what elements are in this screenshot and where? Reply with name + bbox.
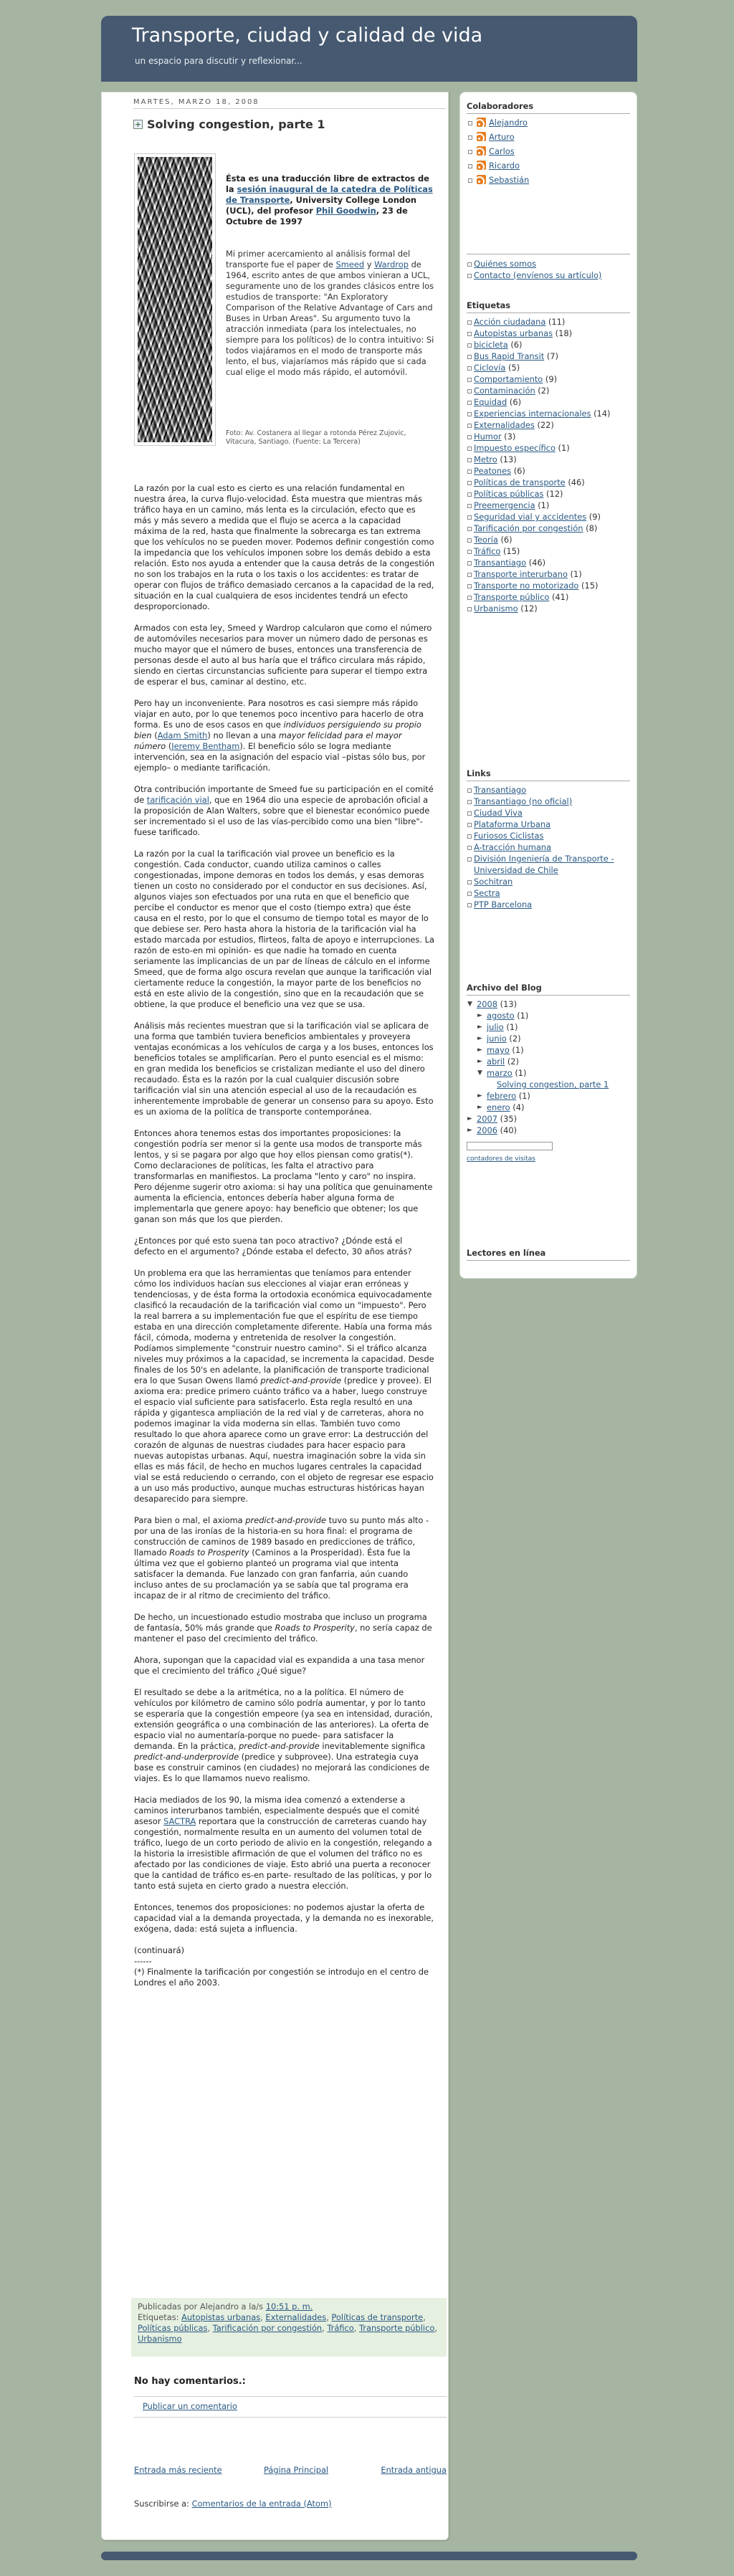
label-item xyxy=(467,500,630,511)
label-count: (15) xyxy=(502,546,520,556)
label-link[interactable]: Transporte público xyxy=(474,592,550,602)
label-link[interactable]: Peatones xyxy=(474,466,512,476)
post-label-link[interactable]: Externalidades xyxy=(265,2312,327,2322)
external-link[interactable]: División Ingeniería de Transporte - Universidad de Chile xyxy=(474,854,614,875)
triangle-right-icon[interactable]: ► xyxy=(477,1104,482,1111)
archive-month-item: ► abril (2) xyxy=(477,1056,519,1067)
archive-month-enero: ► enero (4) xyxy=(477,1102,525,1112)
archive-month-link[interactable]: mayo xyxy=(487,1045,510,1055)
collaborator-link[interactable]: Ricardo xyxy=(489,161,520,171)
label-count: (6) xyxy=(500,535,513,545)
label-link[interactable]: Equidad xyxy=(474,397,507,407)
archive-month-link[interactable]: febrero xyxy=(487,1091,517,1101)
label-link[interactable]: Políticas públicas xyxy=(474,489,544,499)
archive-title: Archivo del Blog xyxy=(467,983,630,996)
label-count: (1) xyxy=(538,500,550,510)
blogger-profile-icon xyxy=(477,161,486,170)
online-readers-box xyxy=(467,1248,630,1264)
expand-icon[interactable]: + xyxy=(134,120,142,129)
archive-month-marzo: ▼ marzo (1) Solving congestion, parte 1 xyxy=(477,1067,630,1090)
post-paragraph: Para bien o mal, el axioma predict-and-provide tuvo su punto más alto -por una de las ironías de la historia-en su hora final: el programa de construcción de caminos de 1989 basado en predicciones de tráfico, llamado Roads to Prosperity (Caminos a la Prosperidad). Ésta fue la última vez que el gobierno planteó un programa vial que intenta satisfacer la demanda. Fue lanzado con gran fanfarria, aún cuando incluso antes de su proclamación ya se sabía que tal programa era incapaz de ir al ritmo de crecimiento del tráfico. xyxy=(134,1515,429,1601)
label-link[interactable]: Preemergencia xyxy=(474,500,535,510)
label-count: (6) xyxy=(510,340,523,350)
label-count: (2) xyxy=(538,386,550,396)
counter-link[interactable]: contadores de visitas xyxy=(467,1155,535,1163)
label-link[interactable]: Autopistas urbanas xyxy=(474,328,553,338)
post-label-link[interactable]: Tarificación por congestión xyxy=(212,2323,323,2333)
atom-feed-link[interactable]: Comentarios de la entrada (Atom) xyxy=(191,2499,332,2509)
label-count: (1) xyxy=(570,569,582,579)
about-item xyxy=(467,258,630,269)
label-link[interactable]: Comportamiento xyxy=(474,374,543,384)
label-count: (15) xyxy=(581,581,599,591)
label-link[interactable]: Transantiago xyxy=(474,558,527,568)
footer-bar xyxy=(101,2552,637,2560)
blog-header xyxy=(101,16,637,82)
archive-year-link[interactable]: 2006 xyxy=(477,1125,497,1135)
collaborators-title: Colaboradores xyxy=(467,101,630,114)
label-count: (41) xyxy=(551,592,569,602)
triangle-right-icon[interactable]: ► xyxy=(477,1092,482,1099)
blog-description: un espacio para discutir y reflexionar... xyxy=(135,56,302,66)
external-link[interactable]: Furiosos Ciclistas xyxy=(474,831,544,841)
label-link[interactable]: Políticas de transporte xyxy=(474,477,566,487)
triangle-right-icon[interactable]: ► xyxy=(467,1115,472,1122)
label-count: (12) xyxy=(546,489,563,499)
label-link[interactable]: Urbanismo xyxy=(474,604,518,614)
archive-year-link[interactable]: 2008 xyxy=(477,999,497,1009)
archive-post-item xyxy=(487,1079,630,1090)
label-link[interactable]: Metro xyxy=(474,454,497,464)
label-link[interactable]: Contaminación xyxy=(474,386,535,396)
label-item xyxy=(467,568,630,580)
label-item xyxy=(467,362,630,373)
comments-heading: No hay comentarios.: xyxy=(134,2376,246,2387)
post-paragraph: El resultado se debe a la aritmética, no a la política. El número de vehículos por kilómetro de camino sólo podría aumentar, y por lo tanto se esperaría que la congestión empeore (ya sea en intensidad, duración, extensión geográfica o una combinación de las anteriores). La oferta de espacio vial no aumentaría-porque no puede- para satisfacer la demanda. En la práctica, predict-and-provide inevitablemente significa predict-and-underprovide (predice y subprovee). Una estrategia cuya base es construir caminos (en ciudades) no mejorará las condiciones de viajes. Es lo que llamamos nuevo realismo. xyxy=(134,1687,433,1783)
external-link-item xyxy=(467,887,630,899)
post-labels: Etiquetas: Autopistas urbanas, Externalidades, Políticas de transporte, Políticas públicas, Tarificación por congestión, Tráfico, Transporte público, Urbanismo xyxy=(138,2312,437,2344)
label-item xyxy=(467,557,630,568)
post-label-link[interactable]: Transporte público xyxy=(359,2323,435,2333)
label-item xyxy=(467,477,630,488)
blog-title[interactable]: Transporte, ciudad y calidad de vida xyxy=(132,24,483,47)
collaborator-link[interactable]: Alejandro xyxy=(489,118,528,128)
label-count: (22) xyxy=(537,420,554,430)
archive-month-item: ► junio (2) xyxy=(477,1034,521,1044)
archive-month-link[interactable]: abril xyxy=(487,1056,505,1067)
blogger-profile-icon xyxy=(477,175,486,184)
label-link[interactable]: Transporte no motorizado xyxy=(474,581,579,591)
post-label-link[interactable]: Políticas de transporte xyxy=(331,2312,424,2322)
label-count: (1) xyxy=(558,443,570,453)
post-paragraph: Ahora, supongan que la capacidad vial es expandida a una tasa menor que el crecimiento del tráfico ¿Qué sigue? xyxy=(134,1655,425,1676)
road-pricing-link[interactable]: tarificación vial xyxy=(146,795,209,805)
post-paragraph: Análisis más recientes muestran que si la tarificación vial se aplicara de una forma que también tuviera beneficios ambientales y proveyera ventajas económicas a los vehículos de carga y a los buses, entonces los beneficios totales se amplificarían. Pero el punto esencial es el mismo: en gran medida los beneficios se cristalizan mediante el uso del dinero recaudado. Ésta es la razón por la cual cualquier discusión sobre tarificación vial sin una atención especial al uso de la recaudación es inherentemente improbable de generar un consenso para su apoyo. Esto es un axioma de la política de transporte contemporánea. xyxy=(134,1021,434,1117)
post-paragraph: Entonces ahora tenemos estas dos importantes proposiciones: la congestión podría ser menor si la gente usa modos de transporte más lentos, y si se pagara por algo que hoy ellos piensan como gratis(*). Como declaraciones de políticas, les falta el atractivo para transformarlas en manifiestos. La proclama "lento y caro" no inspira. Pero déjenme sugerir otro axioma: si hay una política que genuinamente aumenta la eficiencia, entonces debería haber alguna forma de implementarla que genere apoyo: hay beneficio que obtener; los que ganan son más que los que pierden. xyxy=(134,1128,433,1224)
external-link[interactable]: PTP Barcelona xyxy=(474,900,533,910)
label-count: (5) xyxy=(508,363,520,373)
triangle-down-icon[interactable]: ▼ xyxy=(467,1001,472,1008)
wardrop-link[interactable]: Wardrop xyxy=(374,259,409,269)
archive-month-item: ► agosto (1) xyxy=(477,1011,529,1021)
triangle-right-icon[interactable]: ► xyxy=(477,1012,482,1019)
external-link[interactable]: Plataforma Urbana xyxy=(474,819,551,829)
triangle-right-icon[interactable]: ► xyxy=(477,1058,482,1065)
archive-month-link[interactable]: julio xyxy=(487,1022,504,1032)
label-count: (9) xyxy=(545,374,558,384)
archive-month-item: ► julio (1) xyxy=(477,1022,518,1032)
label-item xyxy=(467,580,630,591)
label-link[interactable]: Ciclovía xyxy=(474,363,506,373)
archive-month-link[interactable]: enero xyxy=(487,1102,510,1112)
label-item xyxy=(467,511,630,523)
label-link[interactable]: Acción ciudadana xyxy=(474,317,546,327)
post-label-link[interactable]: Autopistas urbanas xyxy=(181,2312,261,2322)
links-box xyxy=(467,768,630,910)
post-paragraph: ¿Entonces por qué esto suena tan poco atractivo? ¿Dónde está el defecto en el argumento? ¿Dónde estaba el defecto, 30 años atrás? xyxy=(134,1236,412,1256)
post-comment-link[interactable]: Publicar un comentario xyxy=(143,2401,237,2411)
archive-month-link[interactable]: junio xyxy=(487,1034,507,1044)
external-link[interactable]: Transantiago xyxy=(474,785,527,795)
older-post-link[interactable]: Entrada antigua xyxy=(381,2465,447,2475)
photo-caption: Foto: Av. Costanera al llegar a rotonda Pérez Zujovic, Vitacura, Santiago. (Fuente: La Tercera) xyxy=(226,429,406,446)
label-item xyxy=(467,603,630,614)
collaborator-item xyxy=(467,146,630,157)
label-item xyxy=(467,442,630,454)
post-paragraph: La razón por la cual esto es cierto es una relación fundamental en nuestra área, la curva flujo-velocidad. Ésta muestra que mientras más tráfico haya en un camino, más lenta es la circulación, efecto que es más y más severo a medida que el flujo se acerca a la capacidad máxima de la red, hasta que finalmente la sobrecarga es tan extrema que los vehículos no se pueden mover. Podemos definir congestión como la impedancia que los vehículos imponen sobre los demás debido a esta relación. Esto nos ayuda a entender que la causa detrás de la congestión no son los trabajos en la ruta o los taxis o los accidentes: es tratar de operar con flujos de tráfico demasiado cercanos a la capacidad de la red, situación en la cual cualquiera de esos incidentes tendrá un efecto desproporcionado. xyxy=(134,483,435,611)
label-item xyxy=(467,328,630,339)
label-link[interactable]: Transporte interurbano xyxy=(474,569,568,579)
label-item xyxy=(467,465,630,477)
label-count: (9) xyxy=(588,512,601,522)
label-item xyxy=(467,419,630,431)
labels-box xyxy=(467,300,630,614)
label-item xyxy=(467,316,630,328)
post-paragraph: Entonces, tenemos dos proposiciones: no podemos ajustar la oferta de capacidad vial a la demanda proyectada, y la demanda no es inexorable, exógena, dada: está sujeta a influencia. xyxy=(134,1902,434,1934)
label-link[interactable]: Seguridad vial y accidentes xyxy=(474,512,587,522)
smeed-link[interactable]: Smeed xyxy=(335,259,365,269)
label-link[interactable]: Humor xyxy=(474,431,502,442)
post-continues: (continuará) ------ (*) Finalmente la tarificación por congestión se introdujo en el centro de Londres el año 2003. xyxy=(134,1945,429,1988)
collaborator-item xyxy=(467,117,630,128)
post-permalink[interactable]: 10:51 p. m. xyxy=(265,2301,313,2312)
label-count: (12) xyxy=(520,604,538,614)
label-item xyxy=(467,591,630,603)
archive-month-item: ► mayo (1) xyxy=(477,1045,524,1055)
triangle-right-icon[interactable]: ► xyxy=(467,1127,472,1134)
label-item xyxy=(467,454,630,465)
triangle-right-icon[interactable]: ► xyxy=(477,1024,482,1031)
about-link[interactable]: Quiénes somos xyxy=(474,259,537,269)
post-photo xyxy=(134,153,216,446)
archive-year-2008: ▼ 2008 (13) ► agosto (1) ► julio (1) ► junio (2) ► mayo (1) ► abril (2) ▼ marzo (1) Solving congestion, parte 1 ► febrero (1) ► enero (4) xyxy=(467,998,630,1113)
lecture-link[interactable]: sesión inaugural de la catedra de Políticas de Transporte xyxy=(226,184,433,205)
external-link[interactable]: Sochitran xyxy=(474,877,513,887)
external-link[interactable]: Transantiago (no oficial) xyxy=(474,796,573,806)
post-paragraph: Otra contribución importante de Smeed fue su participación en el comité de tarificación vial, que en 1964 dio una especie de aprobación oficial a la proposición de Alan Walters, sobre que el bienestar económico puede ser incrementado si el uso de las vías-percibido como una bien "libre"-fuese tarificado. xyxy=(134,784,434,837)
archive-box xyxy=(467,983,630,1163)
author-link[interactable]: Phil Goodwin xyxy=(315,206,376,216)
triangle-down-icon[interactable]: ▼ xyxy=(477,1069,482,1077)
traffic-photo-image xyxy=(138,157,212,442)
label-count: (46) xyxy=(528,558,546,568)
label-count: (3) xyxy=(504,431,516,442)
archive-year-2007: ► 2007 (35) xyxy=(467,1114,518,1124)
sidebar xyxy=(459,92,637,1279)
external-link-item xyxy=(467,853,630,876)
external-link[interactable]: A-tracción humana xyxy=(474,842,551,852)
label-count: (7) xyxy=(546,351,558,361)
post-body xyxy=(134,483,435,1988)
external-link-item xyxy=(467,841,630,853)
post-footer: Publicadas por Alejandro a la/s 10:51 p. m. Etiquetas: Autopistas urbanas, Externalidades, Políticas de transporte, Políticas públicas, Tarificación por congestión, Tráfico, Transporte público, Urbanismo xyxy=(131,2298,447,2357)
external-link-item xyxy=(467,876,630,887)
collaborator-link[interactable]: Arturo xyxy=(489,132,515,142)
post-paragraph: Armados con esta ley, Smeed y Wardrop calcularon que como el número de automóviles necesarios para mover un número dado de personas es mucho mayor que el número de buses, entonces una transferencia de personas desde el auto al bus haría que el tráfico circulara más rápido, siendo en ciertas circunstancias suficiente para superar el tiempo extra de esperar el bus, caminar al destino, etc. xyxy=(134,623,432,687)
label-count: (6) xyxy=(509,397,522,407)
label-item xyxy=(467,488,630,500)
label-item xyxy=(467,373,630,385)
sactra-link[interactable]: SACTRA xyxy=(163,1816,196,1826)
post-paragraph-first: Mi primer acercamiento al análisis formal del transporte fue el paper de Smeed y Wardrop de 1964, escrito antes de que ambos vinieran a UCL, seguramente uno de los grandes clásicos entre los estudios de transporte: "An Exploratory Comparison of the Relative Advantage of Cars and Buses in Urban Areas". Su argumento tuvo la atracción inmediata (para los intelectuales, no siempre para los políticos) de lo contra intuitivo: Si todos viajáramos en el modo de transporte más lento, el bus, viajaríamos más rápido que si cada cual elige el modo más rápido, el automóvil. xyxy=(226,249,434,377)
post-label-link[interactable]: Urbanismo xyxy=(138,2334,182,2344)
triangle-right-icon[interactable]: ► xyxy=(477,1046,482,1054)
online-readers-title: Lectores en línea xyxy=(467,1248,630,1261)
visit-counter[interactable] xyxy=(467,1142,553,1150)
collaborator-link[interactable]: Carlos xyxy=(489,146,515,156)
labels-title: Etiquetas xyxy=(467,300,630,313)
archive-month-link[interactable]: marzo xyxy=(487,1068,513,1078)
about-item xyxy=(467,269,630,281)
collaborator-link[interactable]: Sebastián xyxy=(489,175,530,185)
label-count: (6) xyxy=(513,466,525,476)
collaborators-box xyxy=(467,101,630,189)
collaborator-item xyxy=(467,174,630,186)
external-link-item xyxy=(467,819,630,830)
post-paragraph: Un problema era que las herramientas que teníamos para entender cómo los individuos hacían sus elecciones al viajar eran erróneas y tendenciosas, y de ésta forma la ortodoxia económica equivocadamente clasificó la recaudación de la tarificación vial como un "impuesto". Pero la real barrera a su implementación fue que el espíritu de ese tiempo estaba en una dirección completamente diferente. Había una forma más fácil, cómoda, moderna y entretenida de resolver la congestión. Podíamos simplemente "construir nuestro camino". Si el tráfico alcanza niveles muy próximos a la capacidad, se incrementa la capacidad. Desde finales de los 50's en adelante, la planificación de transporte tradicional era lo que Susan Owens llamó predict-and-provide (predice y provee). El axioma era: predice primero cuánto tráfico va a haber, luego construye el espacio vial suficiente para satisfacerlo. Esta regla resultó en una rápida y gigantesca ampliación de la red vial y de carreteras, ahora no podemos imaginar la vida moderna sin ellas. También tuvo como resultado lo que ahora aparece como un grave error: La destrucción del corazón de algunas de nuestras ciudades para hacer espacio para nuevas autopistas urbanas. Aquí, nuestra imaginación sobre la vida sin ellas es más fácil, de hecho en muchos lugares centrales la capacidad vial se está reduciendo o cerrando, con el objeto de regresar ese espacio a un uso más productivo, aunque muchas estructuras históricas hayan desaparecido para siempre. xyxy=(134,1268,434,1504)
triangle-right-icon[interactable]: ► xyxy=(477,1035,482,1042)
post-intro: Ésta es una traducción libre de extractos de la sesión inaugural de la catedra de Políticas de Transporte, University College London (UCL), del profesor Phil Goodwin, 23 de Octubre de 1997 xyxy=(226,173,433,226)
post-label-link[interactable]: Políticas públicas xyxy=(138,2323,208,2333)
contact-link[interactable]: Contacto (envíenos su artículo) xyxy=(474,270,602,280)
label-item xyxy=(467,385,630,396)
newer-post-link[interactable]: Entrada más reciente xyxy=(134,2465,222,2475)
archive-month-link[interactable]: agosto xyxy=(487,1011,515,1021)
external-link-item xyxy=(467,830,630,841)
comment-area xyxy=(134,2396,447,2418)
label-item xyxy=(467,545,630,557)
external-link-item xyxy=(467,784,630,796)
label-count: (46) xyxy=(568,477,585,487)
label-count: (14) xyxy=(594,409,611,419)
bentham-link[interactable]: Jeremy Bentham xyxy=(171,741,240,751)
blogger-profile-icon xyxy=(477,132,486,141)
post-paragraph: La razón por la cual la tarificación vial provee un beneficio es la congestión. Cada conductor, cuando utiliza caminos o calles congestionadas, impone demoras en todos los demás, y esas demoras tienen un costo no considerado por el conductor en sus decisiones. Así, algunos viajes son efectuados por una ruta en que el beneficio que percibe el conductor es menor que el costo (tiempo extra) que éste causa en el resto, por lo que el consumo de tiempo total es mayor de lo que debiese ser. Pero hasta ahora la historia de la tarificación vial ha estado marcada por estudios, flirteos, falta de apoyo e interrupciones. La razón de esto-en mi opinión- es que nadie ha tomado en cuenta seriamente las implicancias de un par de líneas de cálculo en el informe Smeed, que de forma algo oscura revelan que aunque la tarificación vial ciertamente reduce la congestión, la mayor parte de los beneficios no está en este alivio de la congestión, sino que en la recaudación que se obtiene, la que produce el beneficio una vez que se usa. xyxy=(134,849,434,1009)
external-link-item xyxy=(467,796,630,807)
label-item xyxy=(467,408,630,419)
post-paragraph: Pero hay un inconveniente. Para nosotros es casi siempre más rápido viajar en auto, por lo que tenemos poco incentivo para hacerlo de otra forma. Es uno de esos casos en que individuos persiguiendo su propio bien (Adam Smith) no llevan a una mayor felicidad para el mayor número (Jeremy Bentham). El beneficio sólo se logra mediante intervención, sea en la asignación del espacio vial –pistas sólo bus, por ejemplo– o mediante tarificación. xyxy=(134,698,426,773)
post-paragraph: Hacia mediados de los 90, la misma idea comenzó a extenderse a caminos interurbanos también, especialmente después que el comité asesor SACTRA reportara que la construcción de carreteras cuando hay congestión, normalmente resulta en un aumento del volumen total de tráfico, luego de un corto periodo de alivio en la congestión, relegando a la historia la irresistible afirmación de que el volumen del tráfico no es afectado por las condiciones de viaje. Esto abrió una puerta a reconocer que la cantidad de tráfico es-en parte- resultado de las políticas, y por lo tanto está sujeta en cierto grado a nuestra elección. xyxy=(134,1795,432,1891)
archive-year-link[interactable]: 2007 xyxy=(477,1114,497,1124)
archive-month-febrero: ► febrero (1) xyxy=(477,1091,530,1101)
label-item xyxy=(467,431,630,442)
label-count: (13) xyxy=(500,454,517,464)
external-link-item xyxy=(467,899,630,910)
main-column xyxy=(101,92,449,2540)
collaborator-item xyxy=(467,160,630,171)
home-link[interactable]: Página Principal xyxy=(264,2465,329,2475)
external-link-item xyxy=(467,807,630,819)
label-item xyxy=(467,534,630,545)
collaborator-item xyxy=(467,131,630,143)
external-link[interactable]: Ciudad Viva xyxy=(474,808,523,818)
post-date: MARTES, MARZO 18, 2008 xyxy=(133,98,446,109)
label-item xyxy=(467,339,630,350)
label-item xyxy=(467,396,630,408)
label-link[interactable]: Experiencias internacionales xyxy=(474,409,591,419)
adam-smith-link[interactable]: Adam Smith xyxy=(157,730,208,740)
archive-post-link[interactable]: Solving congestion, parte 1 xyxy=(497,1079,609,1089)
label-item xyxy=(467,350,630,362)
archive-year-2006: ► 2006 (40) xyxy=(467,1125,518,1135)
about-box xyxy=(467,254,630,281)
label-count: (11) xyxy=(548,317,566,327)
label-link[interactable]: Externalidades xyxy=(474,420,535,430)
label-link[interactable]: Teoría xyxy=(474,535,498,545)
subscribe-links: Suscribirse a: Comentarios de la entrada (Atom) xyxy=(134,2499,332,2509)
label-link[interactable]: bicicleta xyxy=(474,340,508,350)
post-label-link[interactable]: Tráfico xyxy=(327,2323,354,2333)
label-count: (8) xyxy=(586,523,598,533)
label-item xyxy=(467,523,630,534)
label-count: (18) xyxy=(555,328,573,338)
post-paragraph: De hecho, un incuestionado estudio mostraba que incluso un programa de fantasía, 50% más grande que Roads to Prosperity, no sería capaz de mantener el paso del crecimiento del tráfico. xyxy=(134,1612,432,1644)
blogger-profile-icon xyxy=(477,146,486,156)
post-title: + Solving congestion, parte 1 xyxy=(134,118,325,131)
label-link[interactable]: Impuesto específico xyxy=(474,443,556,453)
external-link[interactable]: Sectra xyxy=(474,888,500,898)
label-link[interactable]: Bus Rapid Transit xyxy=(474,351,545,361)
label-link[interactable]: Tarificación por congestión xyxy=(474,523,583,533)
label-link[interactable]: Tráfico xyxy=(474,546,501,556)
blogger-profile-icon xyxy=(477,118,486,127)
post-author: Publicadas por Alejandro xyxy=(138,2301,239,2312)
links-title: Links xyxy=(467,768,630,781)
